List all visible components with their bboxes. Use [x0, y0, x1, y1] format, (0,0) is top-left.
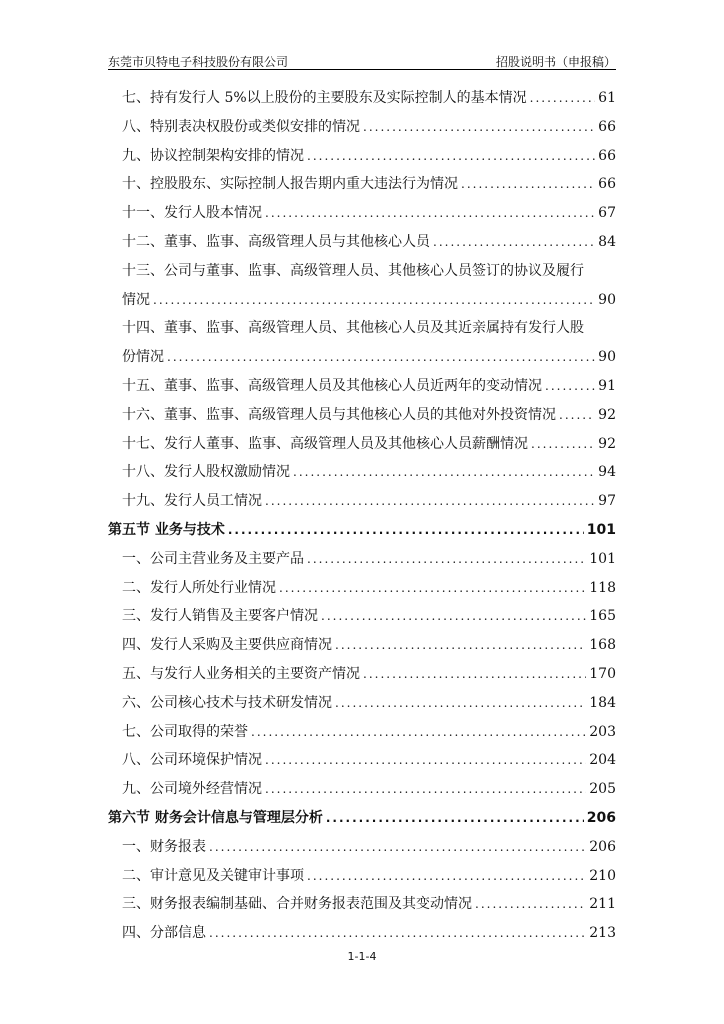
- toc-entry-title: 十五、董事、监事、高级管理人员及其他核心人员近两年的变动情况: [122, 377, 542, 394]
- header-rule: [108, 69, 616, 70]
- toc-entry[interactable]: [108, 286, 616, 315]
- toc-leader-dots: [326, 804, 584, 833]
- toc-entry-title: 三、财务报表编制基础、合并财务报表范围及其变动情况: [122, 896, 472, 913]
- toc-entry-title: 四、发行人采购及主要供应商情况: [122, 637, 332, 654]
- toc-entry-page: 101: [589, 550, 616, 567]
- header-company: 东莞市贝特电子科技股份有限公司: [108, 55, 289, 69]
- toc-leader-dots: [530, 84, 596, 113]
- toc-entry-page: 210: [589, 867, 616, 884]
- toc-entry-page: 90: [598, 291, 616, 308]
- toc-entry[interactable]: [108, 862, 616, 891]
- toc-entry[interactable]: [108, 314, 616, 343]
- toc-entry-page: 94: [598, 464, 616, 481]
- toc-entry-title: 九、公司境外经营情况: [122, 781, 262, 798]
- toc-entry-title: 十四、董事、监事、高级管理人员、其他核心人员及其近亲属持有发行人股: [122, 320, 584, 337]
- toc-leader-dots: [559, 401, 595, 430]
- toc-leader-dots: [209, 919, 586, 948]
- toc-entry-title: 一、财务报表: [122, 838, 206, 855]
- toc-leader-dots: [307, 142, 595, 171]
- toc-entry[interactable]: [108, 142, 616, 171]
- toc-entry-title: 五、与发行人业务相关的主要资产情况: [122, 665, 360, 682]
- toc-entry[interactable]: [108, 631, 616, 660]
- toc-entry[interactable]: [108, 890, 616, 919]
- page-footer: [0, 950, 724, 963]
- toc-entry-title: 一、公司主营业务及主要产品: [122, 550, 304, 567]
- toc-entry-title: 十九、发行人员工情况: [122, 493, 262, 510]
- toc-leader-dots: [251, 718, 586, 747]
- toc-entry-page: 203: [589, 723, 616, 740]
- toc-leader-dots: [545, 372, 595, 401]
- toc-entry[interactable]: [108, 170, 616, 199]
- toc-entry-title: 八、特别表决权股份或类似安排的情况: [122, 118, 360, 135]
- toc-entry-title: 第六节 财务会计信息与管理层分析: [108, 809, 323, 826]
- page-header: [108, 50, 616, 70]
- toc-entry[interactable]: [108, 718, 616, 747]
- toc-entry[interactable]: [108, 228, 616, 257]
- toc-entry-title: 第五节 业务与技术: [108, 521, 225, 538]
- toc-entry-title: 十、控股股东、实际控制人报告期内重大违法行为情况: [122, 176, 458, 193]
- toc-entry-page: 97: [598, 493, 616, 510]
- toc-entry[interactable]: [108, 113, 616, 142]
- toc-entry-title: 八、公司环境保护情况: [122, 752, 262, 769]
- toc-entry[interactable]: [108, 689, 616, 718]
- toc-entry-page: 66: [598, 147, 616, 164]
- toc-entry-page: 66: [598, 176, 616, 193]
- toc-entry-page: 101: [586, 521, 616, 538]
- toc-entry-page: 118: [589, 579, 616, 596]
- toc-leader-dots: [153, 286, 595, 315]
- toc-entry-title: 十二、董事、监事、高级管理人员与其他核心人员: [122, 233, 430, 250]
- toc-entry-page: 205: [589, 781, 616, 798]
- toc-entry[interactable]: [108, 487, 616, 516]
- toc-entry[interactable]: [108, 458, 616, 487]
- toc-entry-title: 六、公司核心技术与技术研发情况: [122, 694, 332, 711]
- toc-entry-title: 十六、董事、监事、高级管理人员与其他核心人员的其他对外投资情况: [122, 406, 556, 423]
- toc-entry[interactable]: [108, 775, 616, 804]
- toc-entry-title: 七、持有发行人 5%以上股份的主要股东及实际控制人的基本情况: [122, 90, 527, 106]
- toc-entry[interactable]: [108, 430, 616, 459]
- toc-leader-dots: [335, 689, 586, 718]
- toc-leader-dots: [363, 113, 595, 142]
- toc-entry-page: 66: [598, 118, 616, 135]
- toc-entry-page: 61: [598, 90, 616, 106]
- toc-entry[interactable]: [108, 602, 616, 631]
- toc-entry-page: 67: [598, 205, 616, 222]
- toc-entry[interactable]: [108, 574, 616, 603]
- toc-entry-title: 十八、发行人股权激励情况: [122, 464, 290, 481]
- table-of-contents: [108, 84, 616, 948]
- toc-entry-page: 92: [598, 406, 616, 423]
- toc-leader-dots: [531, 430, 595, 459]
- toc-entry-title: 九、协议控制架构安排的情况: [122, 147, 304, 164]
- toc-leader-dots: [167, 343, 595, 372]
- toc-leader-dots: [228, 516, 584, 545]
- toc-entry-title: 十三、公司与董事、监事、高级管理人员、其他核心人员签订的协议及履行: [122, 262, 584, 279]
- toc-leader-dots: [335, 631, 586, 660]
- toc-entry-title: 份情况: [122, 349, 164, 366]
- toc-leader-dots: [307, 862, 586, 891]
- toc-entry[interactable]: [108, 401, 616, 430]
- toc-entry-title: 情况: [122, 291, 150, 308]
- toc-entry-title: 七、公司取得的荣誉: [122, 723, 248, 740]
- toc-leader-dots: [307, 545, 586, 574]
- toc-entry-title: 二、发行人所处行业情况: [122, 579, 276, 596]
- toc-entry-title: 十一、发行人股本情况: [122, 205, 262, 222]
- toc-entry-page: 84: [598, 233, 616, 250]
- header-doc-type: 招股说明书（申报稿）: [495, 55, 616, 69]
- toc-leader-dots: [293, 458, 595, 487]
- toc-entry-title: 三、发行人销售及主要客户情况: [122, 608, 318, 625]
- toc-entry[interactable]: [108, 372, 616, 401]
- toc-entry-title: 二、审计意见及关键审计事项: [122, 867, 304, 884]
- toc-entry-page: 90: [598, 349, 616, 366]
- toc-leader-dots: [265, 199, 595, 228]
- toc-leader-dots: [209, 833, 586, 862]
- toc-entry[interactable]: [108, 545, 616, 574]
- toc-leader-dots: [265, 775, 586, 804]
- toc-leader-dots: [321, 602, 586, 631]
- toc-entry[interactable]: [108, 660, 616, 689]
- toc-entry[interactable]: [108, 919, 616, 948]
- toc-entry[interactable]: [108, 199, 616, 228]
- toc-entry-page: 213: [589, 925, 616, 942]
- toc-entry-page: 184: [589, 694, 616, 711]
- toc-entry-page: 91: [598, 377, 616, 394]
- toc-entry-page: 211: [589, 896, 616, 913]
- toc-leader-dots: [461, 170, 595, 199]
- toc-entry-page: 206: [589, 838, 616, 855]
- toc-leader-dots: [475, 890, 586, 919]
- toc-section-entry[interactable]: [108, 516, 616, 545]
- toc-entry-page: 204: [589, 752, 616, 769]
- toc-leader-dots: [265, 746, 586, 775]
- toc-entry[interactable]: [108, 833, 616, 862]
- toc-entry[interactable]: [108, 84, 616, 113]
- toc-entry-page: 165: [589, 608, 616, 625]
- toc-entry-page: 206: [586, 809, 616, 826]
- toc-leader-dots: [279, 574, 586, 603]
- toc-section-entry[interactable]: [108, 804, 616, 833]
- toc-entry[interactable]: [108, 746, 616, 775]
- toc-leader-dots: [433, 228, 595, 257]
- toc-entry-page: 92: [598, 435, 616, 452]
- page-number: 1-1-4: [347, 950, 377, 963]
- toc-entry-title: 十七、发行人董事、监事、高级管理人员及其他核心人员薪酬情况: [122, 435, 528, 452]
- toc-entry-page: 168: [589, 637, 616, 654]
- toc-entry-title: 四、分部信息: [122, 925, 206, 942]
- toc-leader-dots: [363, 660, 586, 689]
- toc-entry[interactable]: [108, 343, 616, 372]
- toc-entry-page: 170: [589, 665, 616, 682]
- toc-leader-dots: [265, 487, 595, 516]
- toc-entry[interactable]: [108, 257, 616, 286]
